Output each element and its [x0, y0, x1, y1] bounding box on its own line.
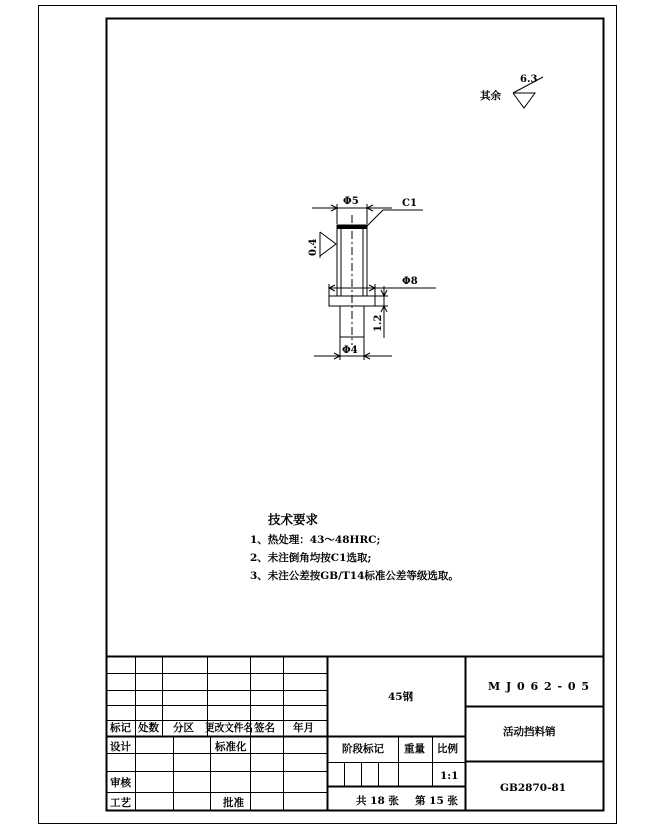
notes-title: 技术要求: [268, 512, 319, 527]
tb-label-sign: 签名: [254, 722, 275, 734]
title-block-labels: [109, 680, 590, 809]
surface-finish-value: 6.3: [520, 74, 538, 85]
tb-scale-label: 比例: [437, 743, 458, 755]
dim-flange-thickness: 1.2: [373, 314, 384, 332]
chamfer-leader: [367, 210, 423, 226]
tb-standardize: 标准化: [215, 741, 247, 753]
note-item: 3、未注公差按GB/T14标准公差等级选取。: [250, 570, 459, 582]
tb-label-date: 年月: [293, 722, 314, 734]
technical-requirements: [250, 512, 459, 582]
tb-label-zone: 分区: [173, 722, 194, 734]
tb-approve: 批准: [223, 797, 244, 809]
tb-label-count: 处数: [138, 722, 159, 734]
tb-label-mark: 标记: [110, 722, 131, 734]
tb-scale-value: 1:1: [440, 770, 459, 782]
tb-company: GB2870-81: [500, 782, 567, 794]
note-item: 2、未注倒角均按C1选取;: [250, 552, 372, 564]
tb-sheets: 共 18 张: [356, 795, 399, 807]
surface-finish-note: [480, 74, 543, 108]
roughness-triangle: [513, 93, 535, 108]
dim-chamfer: C1: [402, 198, 417, 209]
tb-material: 45钢: [388, 691, 414, 703]
tb-part-name: 活动挡料销: [503, 726, 556, 738]
note-item: 1、热处理：43～48HRC;: [250, 534, 381, 546]
surface-finish-prefix: 其余: [480, 90, 501, 102]
tb-review: 审核: [110, 777, 131, 789]
tb-drawing-no: M J 0 6 2 - 0 5: [488, 680, 591, 693]
dim-bottom-diameter: Φ4: [342, 345, 358, 356]
tb-stage-mark: 阶段标记: [342, 743, 384, 755]
tb-process: 工艺: [110, 797, 131, 809]
dim-roughness-side: 0.4: [308, 238, 319, 256]
tb-weight: 重量: [404, 743, 425, 755]
tb-sheet-no: 第 15 张: [415, 795, 458, 807]
dim-top-diameter: Φ5: [343, 196, 359, 207]
tb-label-change-doc: 更改文件名: [205, 722, 258, 734]
dim-flange-diameter: Φ8: [402, 276, 418, 287]
tb-design: 设计: [110, 741, 131, 753]
